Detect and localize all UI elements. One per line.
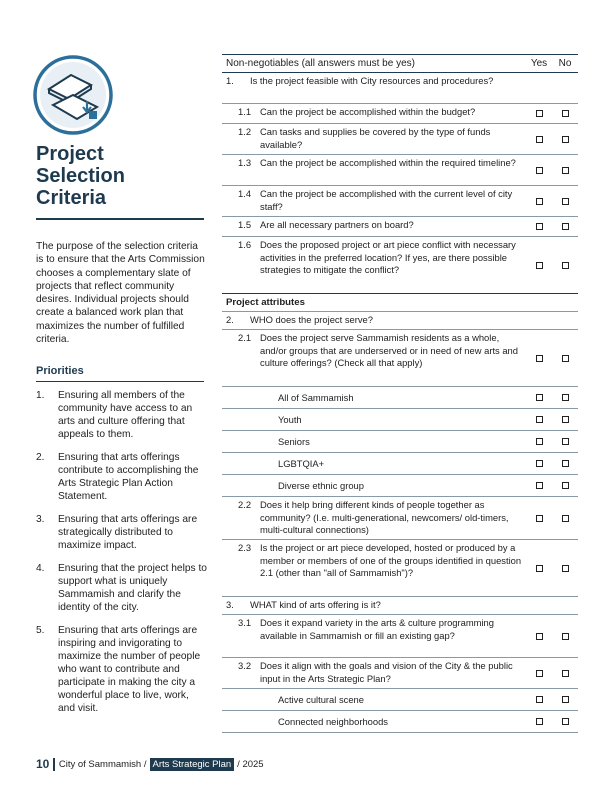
question-text: Can tasks and supplies be covered by the type of funds available? <box>260 126 491 150</box>
criteria-row <box>222 540 578 597</box>
title-line-3: Criteria <box>36 187 107 209</box>
yes-checkbox[interactable] <box>536 438 543 445</box>
question-text: Does it help bring different kinds of people together as community? (I.e. multi-generational, newcomers/ old-timers, multi-cultural connections) <box>260 499 509 535</box>
no-checkbox[interactable] <box>562 262 569 269</box>
criteria-row <box>222 104 578 124</box>
no-column-header: No <box>558 58 572 69</box>
criteria-row <box>222 124 578 155</box>
option-label: Active cultural scene <box>278 694 364 706</box>
priority-number: 3. <box>36 514 45 525</box>
criteria-row <box>222 431 578 453</box>
priority-item <box>36 624 208 715</box>
yes-checkbox[interactable] <box>536 482 543 489</box>
criteria-row <box>222 387 578 409</box>
priority-number: 2. <box>36 452 45 463</box>
option-label: All of Sammamish <box>278 392 354 404</box>
question-number: 1.2 <box>238 126 252 137</box>
footer-year: / 2025 <box>237 758 264 770</box>
title-line-1: Project <box>36 143 104 165</box>
yes-checkbox[interactable] <box>536 460 543 467</box>
question-number: 3. <box>226 599 234 610</box>
question-text: Is the project or art piece developed, hosted or produced by a member or members of one of the groups identified in question 2.1 (other than "all of Sammamish")? <box>260 542 522 578</box>
priority-number: 1. <box>36 390 45 401</box>
question-number: 2. <box>226 314 234 325</box>
criteria-row <box>222 73 578 104</box>
yes-checkbox[interactable] <box>536 198 543 205</box>
option-label: LGBTQIA+ <box>278 458 325 470</box>
question-text: Does the project serve Sammamish residents as a whole, and/or groups that are underserved or in need of new arts and culture offerings? (Check all that apply) <box>260 332 518 368</box>
yes-checkbox[interactable] <box>536 670 543 677</box>
option-label: Youth <box>278 414 302 426</box>
title-divider <box>36 218 204 220</box>
priority-item <box>36 562 208 614</box>
yes-checkbox[interactable] <box>536 223 543 230</box>
question-number: 1.4 <box>238 188 252 199</box>
criteria-row <box>222 497 578 540</box>
no-checkbox[interactable] <box>562 223 569 230</box>
question-number: 1.5 <box>238 219 252 230</box>
priority-text: Ensuring that the project helps to support what is uniquely Sammamish and clarify the identity of the city. <box>58 563 207 613</box>
criteria-table <box>222 54 578 733</box>
footer-plan-title: Arts Strategic Plan <box>150 758 235 771</box>
page-title <box>36 143 125 209</box>
criteria-row <box>222 330 578 387</box>
no-checkbox[interactable] <box>562 515 569 522</box>
yes-checkbox[interactable] <box>536 355 543 362</box>
no-checkbox[interactable] <box>562 110 569 117</box>
document-stack-icon <box>33 55 113 135</box>
question-number: 1. <box>226 75 234 86</box>
priority-text: Ensuring all members of the community have access to an arts and culture offering that appeals to them. <box>58 390 193 440</box>
yes-checkbox[interactable] <box>536 718 543 725</box>
priority-text: Ensuring that arts offerings are inspiring and invigorating to maximize the number of people who want to contribute and participate in making the city a wonderful place to live, work, and visit. <box>58 625 201 714</box>
no-checkbox[interactable] <box>562 394 569 401</box>
question-text: Does it expand variety in the arts & culture programming available in Sammamish or fill an existing gap? <box>260 617 494 641</box>
option-label: Diverse ethnic group <box>278 480 364 492</box>
no-checkbox[interactable] <box>562 670 569 677</box>
footer-separator <box>53 758 55 771</box>
table-body <box>222 73 578 733</box>
priorities-heading: Priorities <box>36 365 84 377</box>
yes-checkbox[interactable] <box>536 633 543 640</box>
section-heading-text: Project attributes <box>226 296 305 308</box>
priority-item <box>36 451 208 503</box>
page-footer <box>36 757 264 771</box>
question-number: 1.3 <box>238 157 252 168</box>
criteria-row <box>222 409 578 431</box>
no-checkbox[interactable] <box>562 482 569 489</box>
criteria-row <box>222 237 578 294</box>
intro-paragraph: The purpose of the selection criteria is to ensure that the Arts Commission chooses a complementary slate of projects that reflect community desires. Individual projects should create a balanced work plan that maximizes the number of fulfilled criteria. <box>36 241 205 346</box>
question-number: 3.1 <box>238 617 252 628</box>
yes-checkbox[interactable] <box>536 394 543 401</box>
question-number: 1.6 <box>238 239 252 250</box>
yes-checkbox[interactable] <box>536 262 543 269</box>
question-text: Does it align with the goals and vision of the City & the public input in the Arts Strategic Plan? <box>260 660 513 684</box>
yes-checkbox[interactable] <box>536 565 543 572</box>
no-checkbox[interactable] <box>562 167 569 174</box>
no-checkbox[interactable] <box>562 136 569 143</box>
question-text: WHO does the project serve? <box>250 314 373 325</box>
question-text: Is the project feasible with City resources and procedures? <box>250 75 494 86</box>
page-number: 10 <box>36 757 50 771</box>
criteria-row <box>222 615 578 658</box>
question-number: 2.1 <box>238 332 252 343</box>
priority-item <box>36 389 208 441</box>
criteria-row <box>222 711 578 733</box>
criteria-row <box>222 475 578 497</box>
question-text: Can the project be accomplished within the required timeline? <box>260 157 516 168</box>
no-checkbox[interactable] <box>562 696 569 703</box>
table-header-title: Non-negotiables (all answers must be yes) <box>226 58 415 69</box>
question-text: Can the project be accomplished with the current level of city staff? <box>260 188 513 212</box>
yes-checkbox[interactable] <box>536 515 543 522</box>
footer-org: City of Sammamish / <box>58 758 147 770</box>
question-number: 3.2 <box>238 660 252 671</box>
no-checkbox[interactable] <box>562 438 569 445</box>
criteria-row <box>222 186 578 217</box>
priority-item <box>36 513 208 552</box>
priorities-list <box>36 389 208 725</box>
yes-checkbox[interactable] <box>536 167 543 174</box>
option-label: Connected neighborhoods <box>278 716 388 728</box>
priority-number: 4. <box>36 563 45 574</box>
question-number: 1.1 <box>238 106 252 117</box>
yes-checkbox[interactable] <box>536 416 543 423</box>
criteria-row <box>222 689 578 711</box>
priority-text: Ensuring that arts offerings contribute to accomplishing the Arts Strategic Plan Action Statement. <box>58 452 199 502</box>
criteria-row <box>222 155 578 186</box>
table-header <box>222 54 578 73</box>
yes-checkbox[interactable] <box>536 696 543 703</box>
section-heading <box>222 294 578 312</box>
criteria-row <box>222 312 578 330</box>
question-number: 2.2 <box>238 499 252 510</box>
title-line-2: Selection <box>36 165 125 187</box>
no-checkbox[interactable] <box>562 355 569 362</box>
no-checkbox[interactable] <box>562 565 569 572</box>
question-text: Can the project be accomplished within the budget? <box>260 106 476 117</box>
yes-checkbox[interactable] <box>536 136 543 143</box>
option-label: Seniors <box>278 436 310 448</box>
no-checkbox[interactable] <box>562 416 569 423</box>
yes-column-header: Yes <box>530 58 548 69</box>
question-text: Are all necessary partners on board? <box>260 219 414 230</box>
priority-number: 5. <box>36 625 45 636</box>
no-checkbox[interactable] <box>562 718 569 725</box>
question-number: 2.3 <box>238 542 252 553</box>
no-checkbox[interactable] <box>562 633 569 640</box>
priority-text: Ensuring that arts offerings are strategically distributed to maximize impact. <box>58 514 198 551</box>
question-text: WHAT kind of arts offering is it? <box>250 599 381 610</box>
criteria-row <box>222 658 578 689</box>
question-text: Does the proposed project or art piece conflict with necessary activities in the preferred location? If yes, are there possible strategies to mitigate the conflict? <box>260 239 516 275</box>
criteria-row <box>222 453 578 475</box>
yes-checkbox[interactable] <box>536 110 543 117</box>
priorities-divider <box>36 381 204 382</box>
no-checkbox[interactable] <box>562 460 569 467</box>
criteria-row <box>222 597 578 615</box>
no-checkbox[interactable] <box>562 198 569 205</box>
criteria-row <box>222 217 578 237</box>
